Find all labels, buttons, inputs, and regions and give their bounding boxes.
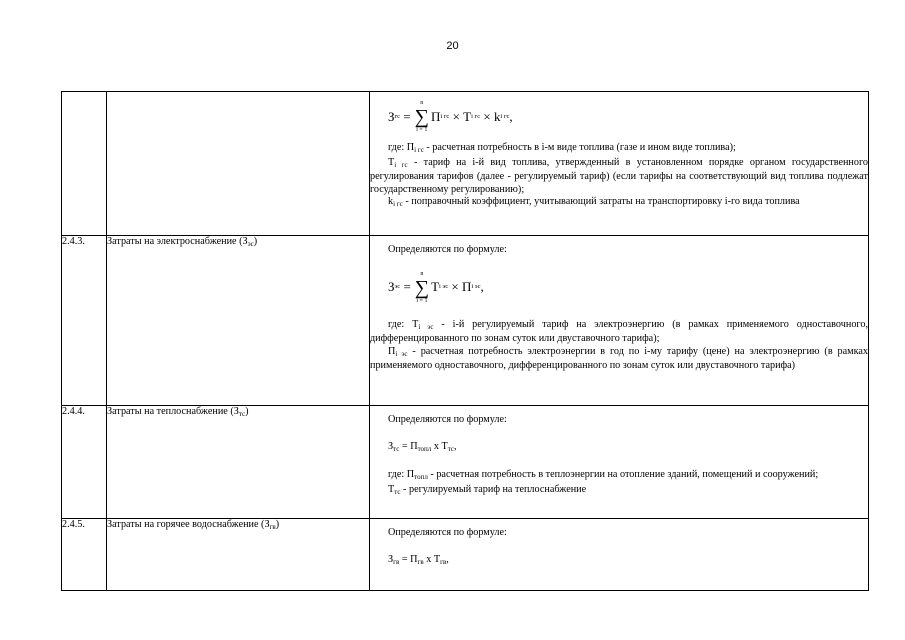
- definition-paragraph: Пi эс - расчетная потребность электроэнергии в год по i-му тарифу (цене) на электроэнергию (в рамках применяемого одноставочного, дифференцированного по зонам суток или двуставочного тарифа): [370, 345, 868, 372]
- formula-lhs-sub: гс: [394, 112, 401, 120]
- row-number-cell: [62, 92, 107, 236]
- formula-comma: ,: [480, 279, 484, 295]
- sum-upper-limit: n: [420, 100, 424, 106]
- row-number-cell: 2.4.5.: [62, 519, 107, 591]
- definition-paragraph: Ттс - регулируемый тариф на теплоснабжение: [388, 483, 587, 496]
- formula-lhs: З: [388, 279, 395, 295]
- formula-term-sub: i гс: [500, 112, 510, 120]
- sigma-icon: ∑: [414, 276, 430, 299]
- definition-paragraph: Тi гс - тариф на i-й вид топлива, утвержденный в установленном порядке органом государственного регулирования тарифов (далее - регулируемый тариф) (если тарифы на соответствующий вид топлива подлежат государственному регулированию);: [370, 156, 868, 195]
- formula-intro: Определяются по формуле:: [388, 414, 507, 425]
- page-number: 20: [446, 40, 459, 52]
- formula-lhs: З: [388, 108, 395, 124]
- table-row: [62, 519, 869, 591]
- sum-lower-limit: i = 1: [416, 127, 428, 133]
- row-name-cell: [107, 92, 370, 236]
- sigma-icon: ∑: [414, 106, 429, 128]
- equals-sign: =: [400, 108, 411, 124]
- formula-lhs-sub: эс: [394, 283, 401, 291]
- formula-term: П: [430, 108, 441, 124]
- equals-sign: =: [400, 279, 411, 295]
- row-number-cell: 2.4.4.: [62, 406, 107, 519]
- multiply-sign: ×: [480, 108, 494, 124]
- formula-term: Т: [463, 108, 472, 124]
- formula-term-sub: i эс: [471, 283, 481, 291]
- heat-cost-formula: Зтс = Птопл х Ттс,: [388, 440, 457, 453]
- row-number-cell: 2.4.3.: [62, 236, 107, 406]
- formula-term: П: [461, 279, 472, 295]
- electricity-cost-formula: [370, 271, 868, 305]
- formula-term: Т: [431, 279, 440, 295]
- row-description-cell: [370, 406, 869, 519]
- table-row: [62, 406, 869, 519]
- formula-intro: Определяются по формуле:: [388, 244, 507, 255]
- row-description-cell: [370, 92, 869, 236]
- definition-paragraph: где: Пi гс - расчетная потребность в i-м виде топлива (газе и ином виде топлива);: [388, 142, 736, 154]
- multiply-sign: ×: [449, 108, 464, 124]
- multiply-sign: ×: [448, 279, 462, 295]
- sum-lower-limit: i = 1: [416, 297, 428, 304]
- sum-symbol: [415, 271, 429, 305]
- row-name-cell: Затраты на электроснабжение (Зэс): [107, 236, 370, 406]
- table-row: [62, 236, 869, 406]
- row-name-cell: Затраты на теплоснабжение (Зтс): [107, 406, 370, 519]
- formula-intro: Определяются по формуле:: [388, 527, 507, 538]
- definition-paragraph: где: Птопл - расчетная потребность в теплоэнергии на отопление зданий, помещений и сооружений;: [388, 469, 819, 482]
- cost-table: [61, 91, 869, 591]
- formula-comma: ,: [509, 108, 513, 124]
- row-name-cell: Затраты на горячее водоснабжение (Згв): [107, 519, 370, 591]
- fuel-cost-formula: [370, 100, 868, 134]
- formula-term-sub: i гс: [440, 112, 450, 120]
- sum-upper-limit: n: [420, 270, 424, 277]
- definition-paragraph: ki гс - поправочный коэффициент, учитывающий затраты на транспортировку i-го вида топлива: [388, 196, 800, 209]
- row-description-cell: [370, 236, 869, 406]
- formula-term-sub: i эс: [439, 283, 449, 291]
- hot-water-cost-formula: Згв = Пгв х Тгв,: [388, 553, 449, 566]
- formula-term: k: [493, 108, 501, 124]
- table-row: [62, 92, 869, 236]
- definition-paragraph: где: Тi эс - i-й регулируемый тариф на электроэнергию (в рамках применяемого одноставочного, дифференцированного по зонам суток или двуставочного тарифа);: [370, 318, 868, 345]
- row-description-cell: [370, 519, 869, 591]
- formula-term-sub: i гс: [471, 112, 481, 120]
- sum-symbol: [415, 100, 429, 134]
